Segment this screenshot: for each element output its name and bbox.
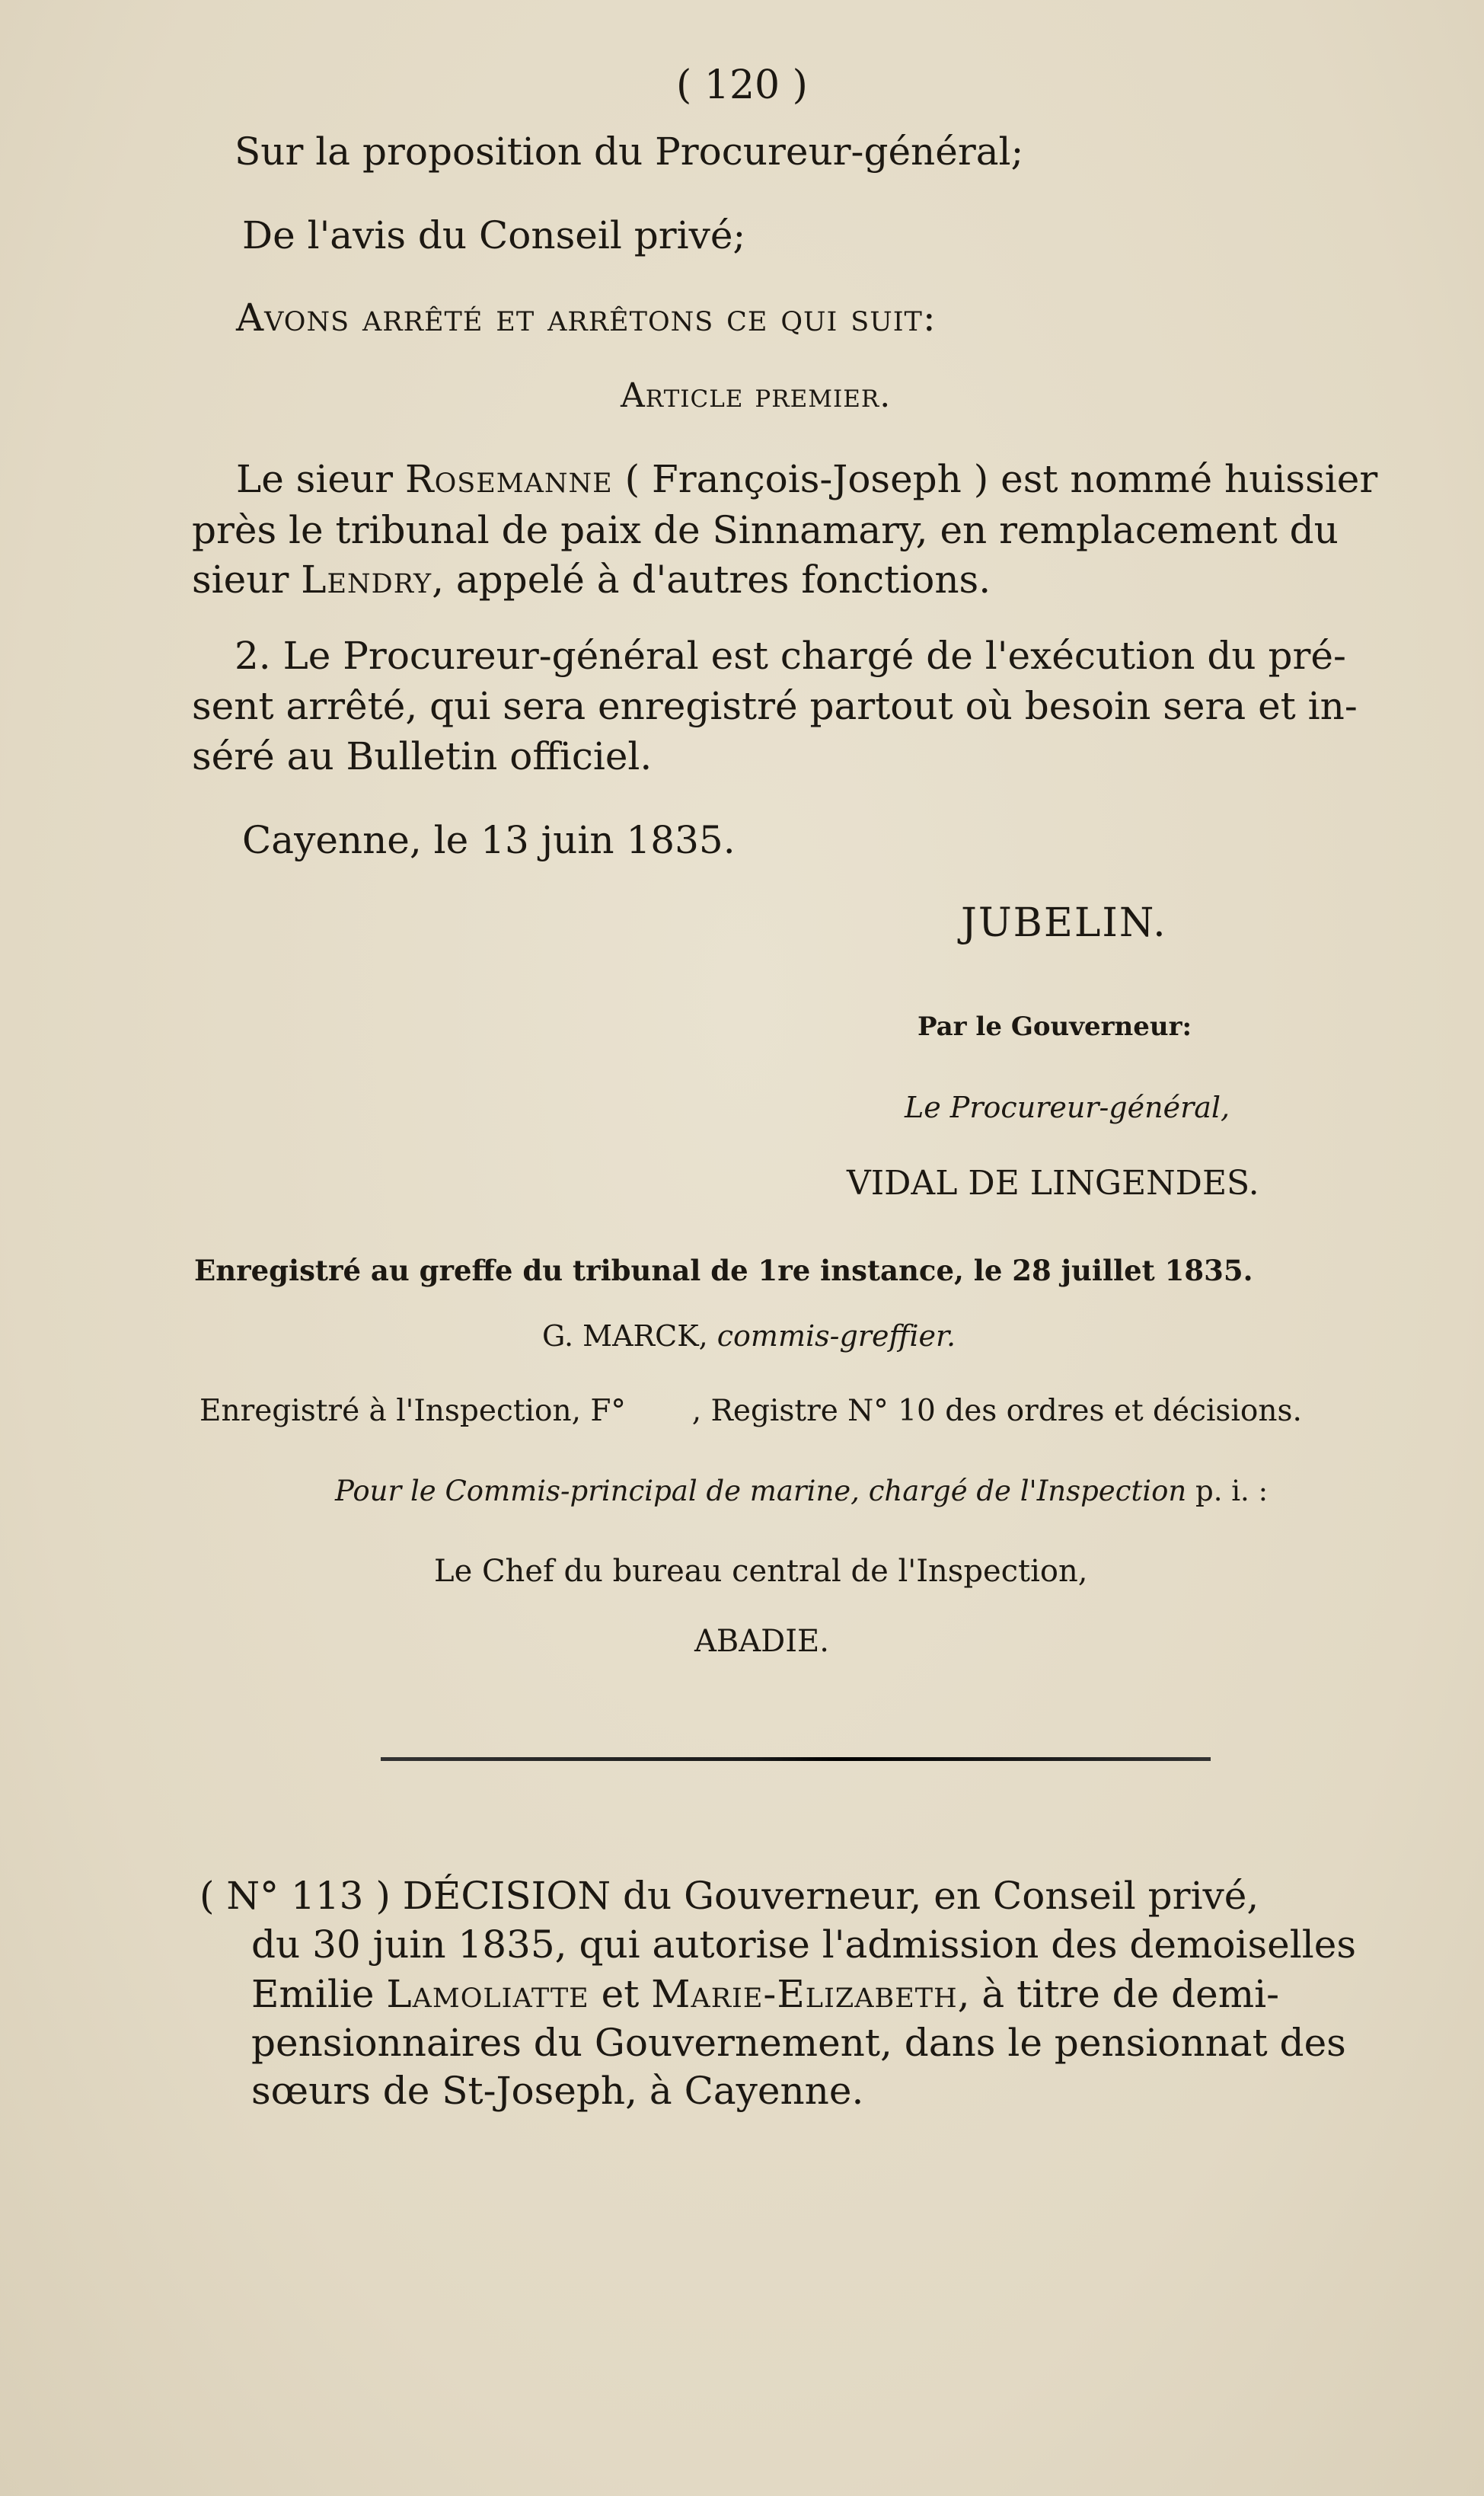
section-divider (381, 1757, 1211, 1761)
signature-vidal: VIDAL DE LINGENDES. (847, 1164, 1259, 1203)
article-1-line-1 (236, 457, 1386, 501)
registration-inspection: Enregistré à l'Inspection, F° , Registre N° 10 des ordres et décisions. (199, 1394, 1302, 1428)
commis-principal-text: Pour le Commis-principal de marine, chargé de l'Inspection (335, 1475, 1187, 1507)
decision-line-1: ( N° 113 ) DÉCISION du Gouverneur, en Conseil privé, (199, 1874, 1259, 1918)
greffier-name: G. MARCK, (542, 1319, 708, 1353)
text-segment: ( François-Joseph ) est nommé huissier (624, 457, 1378, 501)
commis-principal-line (335, 1475, 1268, 1507)
chef-bureau-line: Le Chef du bureau central de l'Inspection, (434, 1554, 1088, 1589)
registration-greffe: Enregistré au greffe du tribunal de 1re instance, le 28 juillet 1835. (194, 1254, 1253, 1287)
decision-line-4: pensionnaires du Gouvernement, dans le pensionnat des (251, 2021, 1346, 2065)
text-segment: et (601, 1972, 640, 2016)
decision-line-5: sœurs de St-Joseph, à Cayenne. (251, 2069, 864, 2113)
decree-formula: Avons arrêté et arrêtons ce qui suit: (236, 296, 937, 340)
person-name: Rosemanne (404, 457, 613, 501)
article-1-line-2: près le tribunal de paix de Sinnamary, en remplacement du (192, 508, 1339, 552)
text-segment: Emilie (251, 1972, 375, 2016)
person-name: Marie-Elizabeth (651, 1972, 958, 2016)
signature-abadie: ABADIE. (694, 1624, 829, 1659)
text-segment: Le sieur (236, 457, 394, 501)
par-le-gouverneur: Par le Gouverneur: (918, 1012, 1192, 1042)
article-1-line-3 (192, 558, 991, 602)
signature-jubelin: JUBELIN. (961, 900, 1167, 946)
article-2-line-1: 2. Le Procureur-général est chargé de l'exécution du pré- (235, 634, 1346, 678)
date-line: Cayenne, le 13 juin 1835. (242, 818, 736, 862)
procureur-general-label: Le Procureur-général, (905, 1091, 1230, 1124)
text-segment: , à titre de demi- (957, 1972, 1280, 2016)
person-name: Lamoliatte (386, 1972, 589, 2016)
text-segment: sieur (192, 558, 289, 602)
intro-line-2: De l'avis du Conseil privé; (242, 213, 746, 257)
text-segment: , appelé à d'autres fonctions. (432, 558, 991, 602)
intro-line-1: Sur la proposition du Procureur-général; (235, 129, 1024, 174)
decision-line-2: du 30 juin 1835, qui autorise l'admission des demoiselles (251, 1922, 1356, 1967)
commis-principal-tail: p. i. : (1195, 1475, 1269, 1507)
article-2-line-3: séré au Bulletin officiel. (192, 734, 653, 778)
decision-line-3 (251, 1972, 1279, 2016)
page-number: ( 120 ) (676, 62, 808, 108)
article-title: Article premier. (621, 376, 892, 415)
greffier-line (542, 1319, 956, 1353)
article-2-line-2: sent arrêté, qui sera enregistré partout où besoin sera et in- (192, 684, 1358, 728)
person-name: Lendry (301, 558, 432, 602)
greffier-title: commis-greffier. (716, 1319, 956, 1353)
